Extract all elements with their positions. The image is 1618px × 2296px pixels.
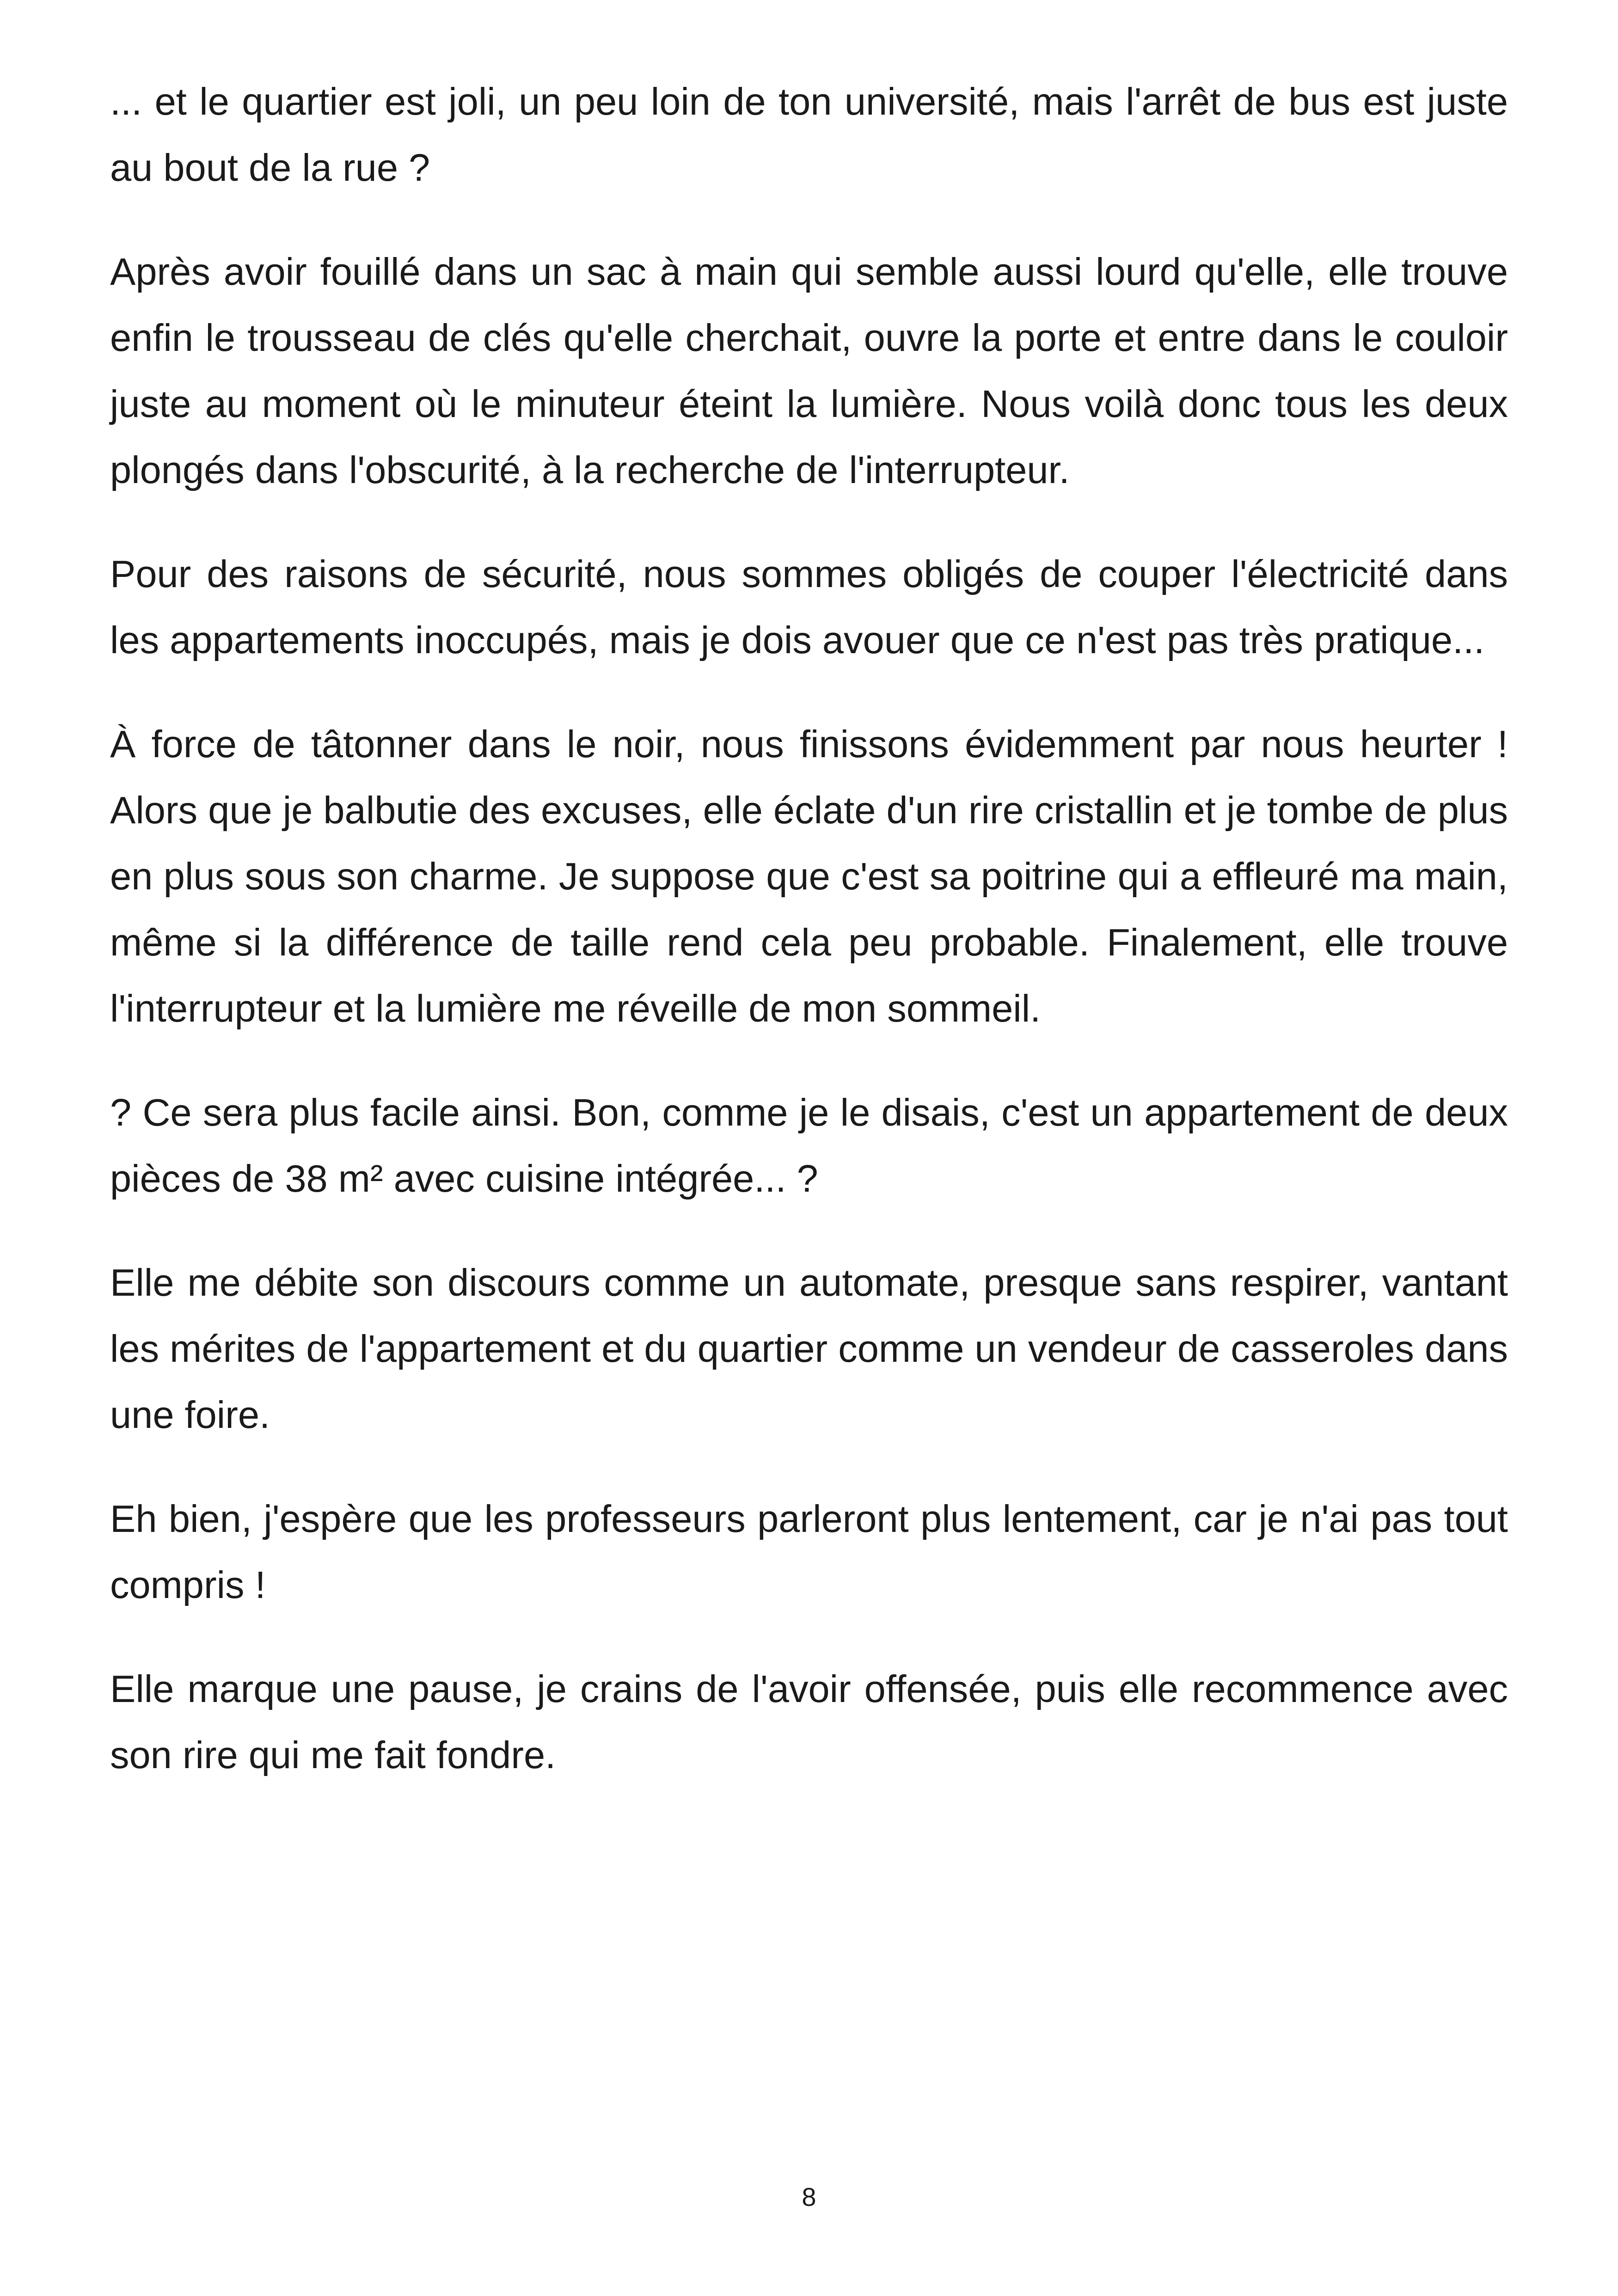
paragraph: À force de tâtonner dans le noir, nous finissons évidemment par nous heurter ! Alors que je balbutie des excuses, elle éclate d'un rire cristallin et je tombe de plus en plus sous son charme. Je suppose que c'est sa poitrine qui a effleuré ma main, même si la différence de taille rend cela peu probable. Finalement, elle trouve l'interrupteur et la lumière me réveille de mon sommeil. xyxy=(110,722,1508,1030)
body-text xyxy=(110,68,1508,1826)
paragraph: Eh bien, j'espère que les professeurs parleront plus lentement, car je n'ai pas tout compris ! xyxy=(110,1497,1508,1606)
paragraph: Elle me débite son discours comme un automate, presque sans respirer, vantant les mérites de l'appartement et du quartier comme un vendeur de casseroles dans une foire. xyxy=(110,1261,1508,1436)
paragraph: Elle marque une pause, je crains de l'avoir offensée, puis elle recommence avec son rire qui me fait fondre. xyxy=(110,1667,1508,1776)
paragraph: ... et le quartier est joli, un peu loin de ton université, mais l'arrêt de bus est juste au bout de la rue ? xyxy=(110,80,1508,189)
page-number: 8 xyxy=(802,2182,816,2211)
paragraph: ? Ce sera plus facile ainsi. Bon, comme je le disais, c'est un appartement de deux pièces de 38 m² avec cuisine intégrée... ? xyxy=(110,1091,1508,1200)
paragraph: Après avoir fouillé dans un sac à main qui semble aussi lourd qu'elle, elle trouve enfin le trousseau de clés qu'elle cherchait, ouvre la porte et entre dans le couloir juste au moment où le minuteur éteint la lumière. Nous voilà donc tous les deux plongés dans l'obscurité, à la recherche de l'interrupteur. xyxy=(110,250,1508,491)
paragraph: Pour des raisons de sécurité, nous sommes obligés de couper l'électricité dans les appartements inoccupés, mais je dois avouer que ce n'est pas très pratique... xyxy=(110,552,1508,661)
